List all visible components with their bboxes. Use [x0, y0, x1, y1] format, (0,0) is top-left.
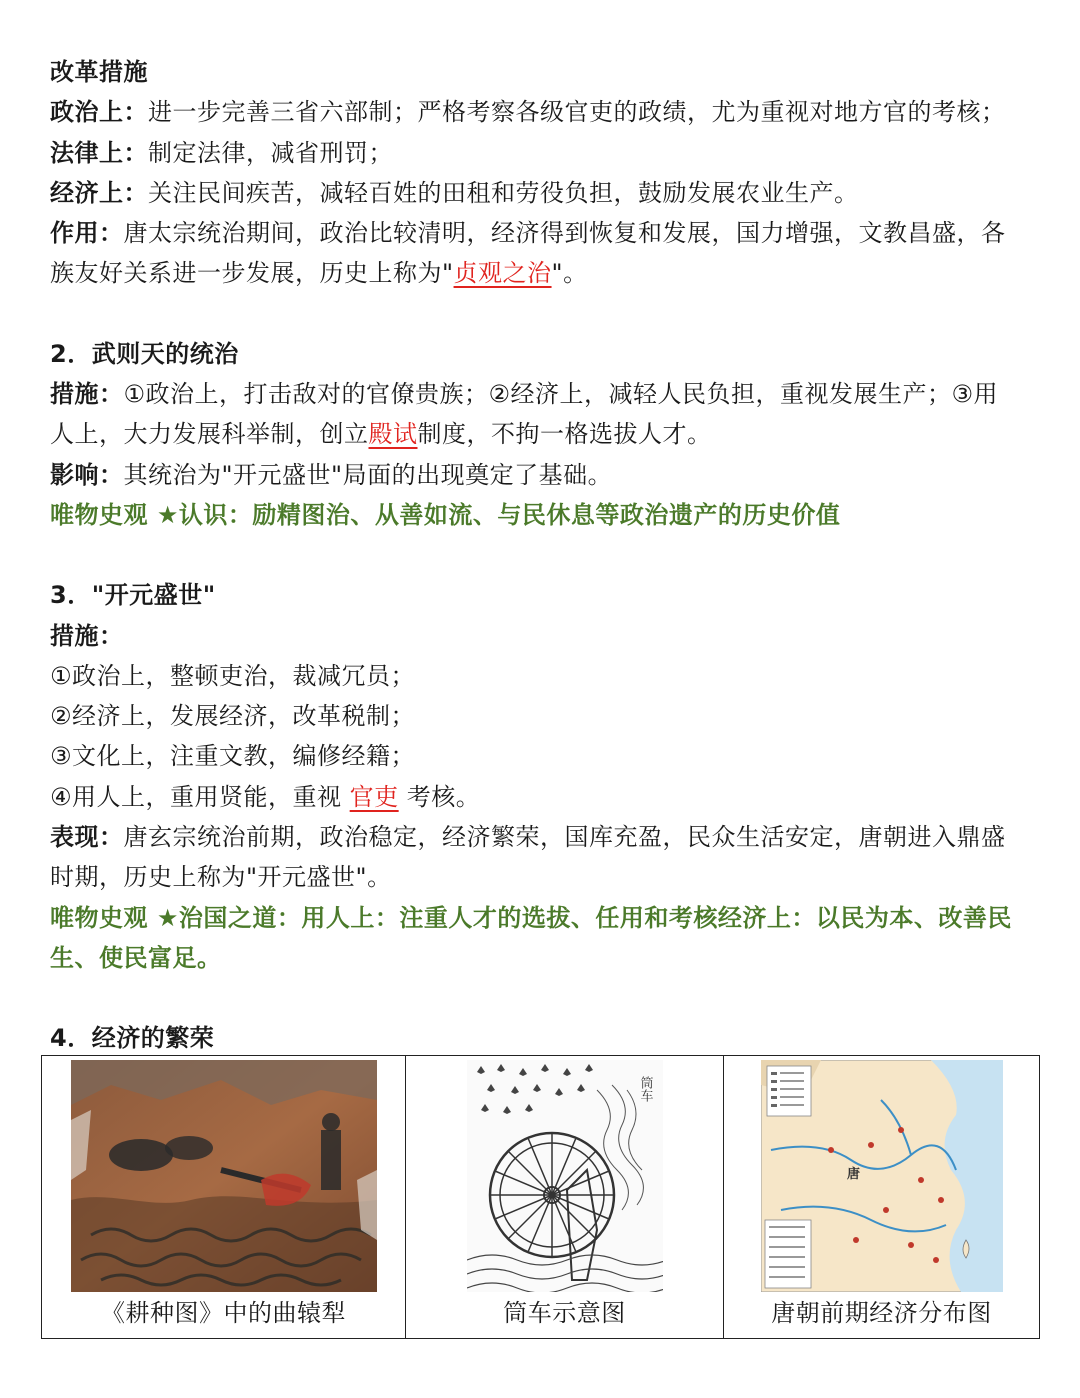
text: 进一步完善三省六部制；严格考察各级官吏的政绩，尤为重视对地方官的考核；: [148, 98, 1006, 127]
section-heading: 改革措施: [50, 58, 148, 86]
map-region-label: 唐: [846, 1167, 860, 1182]
label: 表现：: [50, 823, 124, 852]
paragraph: [50, 213, 1030, 253]
label: 作用：: [50, 219, 124, 248]
paragraph: [50, 253, 1030, 293]
document-body: [50, 52, 1030, 1059]
image-cell-plough: [42, 1056, 406, 1339]
waterwheel-drawing-image: [467, 1060, 663, 1292]
tang-economy-map-image: [761, 1060, 1003, 1292]
image-cell-map: [724, 1056, 1040, 1339]
paragraph: [50, 173, 1030, 213]
paragraph: [50, 133, 1030, 173]
list-item: ②经济上，发展经济，改革税制；: [50, 702, 416, 731]
text: 族友好关系进一步发展，历史上称为": [50, 259, 454, 288]
image-caption: 《耕种图》中的曲辕犁: [101, 1299, 346, 1327]
list-item: [50, 777, 1030, 817]
text: 人上，大力发展科举制，创立: [50, 420, 369, 449]
text: 考核。: [398, 782, 481, 811]
materialism-note: 生、使民富足。: [50, 943, 222, 972]
text: 制度，不拘一格选拔人才。: [417, 420, 712, 449]
waterwheel-label: 筒车: [637, 1076, 652, 1102]
image-caption: 筒车示意图: [503, 1299, 626, 1327]
text: ①政治上，打击敌对的官僚贵族；②经济上，减轻人民负担，重视发展生产；③用: [123, 380, 999, 409]
label: 法律上：: [50, 138, 148, 167]
paragraph: 时期，历史上称为"开元盛世"。: [50, 863, 392, 892]
label: 政治上：: [50, 98, 148, 127]
materialism-note: 唯物史观 ★治国之道：用人上：注重人才的选拔、任用和考核经济上：以民为本、改善民: [50, 903, 1012, 932]
highlight-term: 殿试: [368, 420, 418, 449]
plough-mural-image: [71, 1060, 377, 1292]
text: "。: [551, 259, 588, 288]
text: ④用人上，重用贤能，重视: [50, 782, 350, 811]
image-caption: 唐朝前期经济分布图: [771, 1299, 992, 1327]
image-cell-waterwheel: [406, 1056, 724, 1339]
paragraph: [50, 374, 1030, 414]
label: 影响：: [50, 460, 124, 489]
text: 其统治为"开元盛世"局面的出现奠定了基础。: [123, 460, 613, 489]
section-heading: 2．武则天的统治: [50, 339, 239, 368]
label: 经济上：: [50, 178, 148, 207]
text: 关注民间疾苦，减轻百姓的田租和劳役负担，鼓励发展农业生产。: [148, 178, 859, 207]
section-heading: 4．经济的繁荣: [50, 1024, 215, 1053]
list-item: ③文化上，注重文教，编修经籍；: [50, 742, 416, 771]
paragraph: [50, 455, 1030, 495]
label: 措施：: [50, 621, 124, 650]
paragraph: [50, 92, 1030, 132]
text: 唐玄宗统治前期，政治稳定，经济繁荣，国库充盈，民众生活安定，唐朝进入鼎盛: [123, 823, 1006, 852]
label: 措施：: [50, 380, 124, 409]
highlight-term: 贞观之治: [453, 259, 552, 288]
image-table: [41, 1055, 1040, 1339]
text: 唐太宗统治期间，政治比较清明，经济得到恢复和发展，国力增强，文教昌盛，各: [123, 219, 1006, 248]
highlight-term: 官吏: [349, 782, 399, 811]
paragraph: [50, 414, 1030, 454]
section-heading: 3．"开元盛世": [50, 581, 216, 610]
text: 制定法律，减省刑罚；: [148, 138, 393, 167]
materialism-note: 唯物史观 ★认识：励精图治、从善如流、与民休息等政治遗产的历史价值: [50, 500, 841, 529]
paragraph: [50, 817, 1030, 857]
list-item: ①政治上，整顿吏治，裁减冗员；: [50, 661, 416, 690]
